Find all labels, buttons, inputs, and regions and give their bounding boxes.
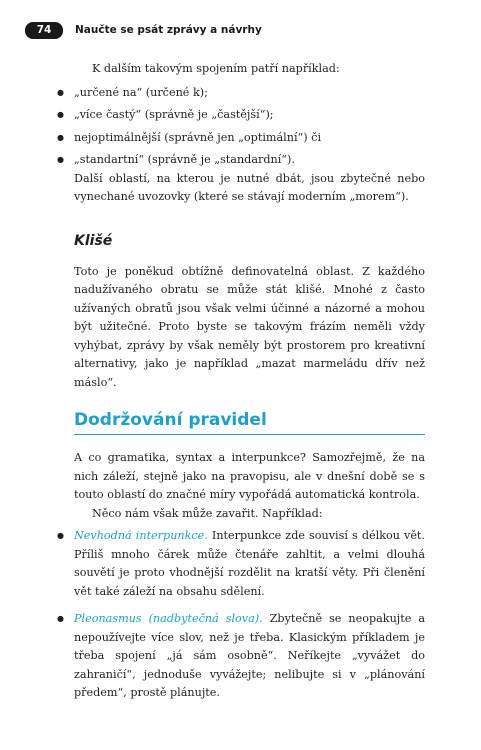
page-number: 74 [25, 22, 63, 39]
list-item [74, 610, 425, 703]
page-content [74, 60, 425, 712]
item-text: Interpunkce zde souvisí s délkou vět. Příliš mnoho čárek může čtenáře zahltit, a velmi dlouhá souvětí je proto vhodnější rozdělit na kratší věty. Při členění vět také záleží na obsahu sdělení. [74, 529, 425, 598]
klise-paragraph: Toto je poněkud obtížně definovatelná oblast. Z každého nadužívaného obratu se může stát klišé. Mnohé z často užívaných obratů jsou však velmi účinné a názorné a mohou být užitečné. Proto byste se takovým frázím neměli vždy vyhýbat, zprávy by však neměly být prostorem pro kreativní alternativy, jako je například „mazat marmeládu dřív než máslo“. [74, 264, 425, 389]
grammar-paragraph: A co gramatika, syntax a interpunkce? Samozřejmě, že na nich záleží, stejně jako na pravopisu, ale v dnešní době se s touto oblastí do značné míry vypořádá automatická kontrola. [74, 451, 425, 501]
examples-list [74, 84, 425, 170]
term-pleonasmus: Pleonasmus (nadbytečná slova). [74, 612, 263, 625]
list-item [74, 527, 425, 601]
list-item: ● „standartní“ (správně je „standardní“). [74, 151, 425, 170]
item-text: Zbytečně se neopakujte a nepoužívejte více slov, než je třeba. Klasickým příkladem je třeba spojení „já sám osobně“. Neříkejte „vyvážet do zahraničí“, jednoduše vyvážejte; nelibujte si v „plánování předem“, prostě plánujte. [74, 612, 425, 699]
problems-list [74, 527, 425, 703]
heading-klise: Klišé [74, 232, 113, 249]
something-paragraph: Něco nám však může zavařit. Například: [92, 506, 323, 520]
list-item: ● nejoptimálnější (správně jen „optimální“) či [74, 129, 425, 148]
list-item: ● „více častý“ (správně je „častější“); [74, 106, 425, 125]
section-heading: Dodržování pravidel [74, 410, 425, 435]
page-header [25, 21, 456, 39]
running-head: Naučte se psát zprávy a návrhy [75, 24, 262, 36]
quotes-paragraph: Další oblastí, na kterou je nutné dbát, jsou zbytečné nebo vynechané uvozovky (které se stávají moderním „morem“). [74, 171, 425, 203]
list-item: ● „určené na“ (určené k); [74, 84, 425, 103]
term-interpunkce: Nevhodná interpunkce. [74, 529, 208, 542]
intro-paragraph: K dalším takovým spojením patří například: [92, 62, 340, 75]
